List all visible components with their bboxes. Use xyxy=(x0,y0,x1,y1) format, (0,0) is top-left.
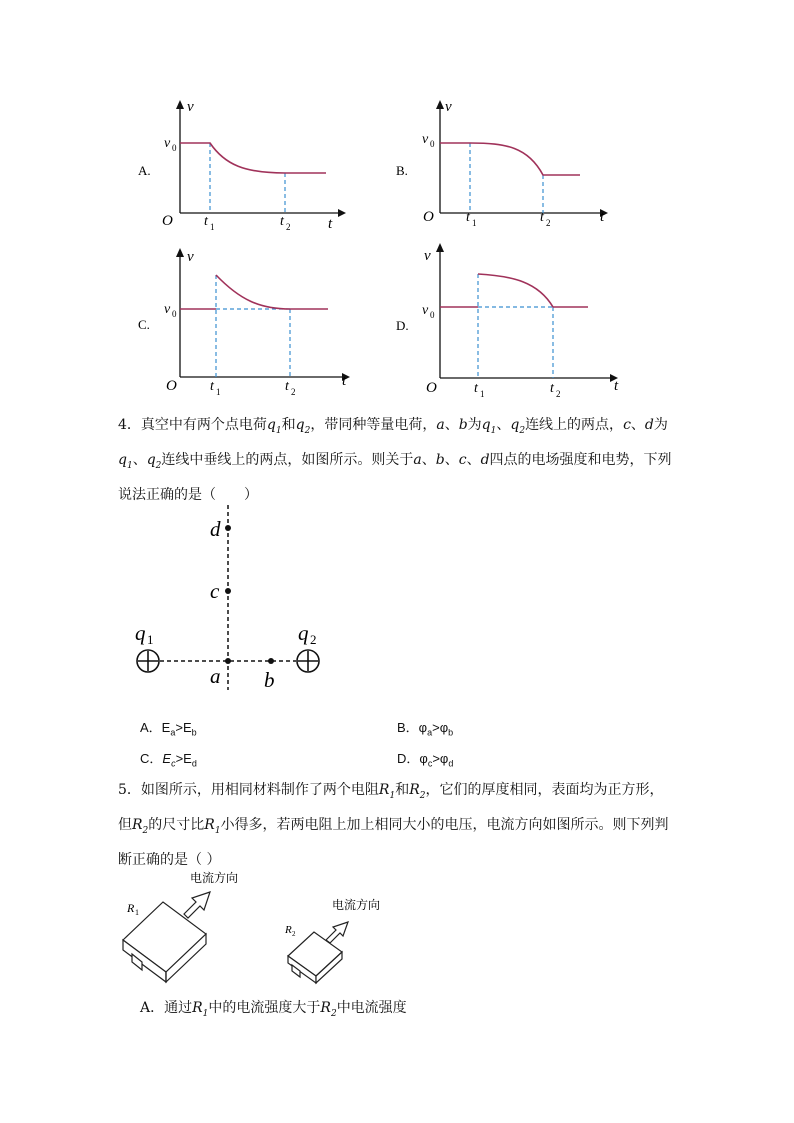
label-a: a xyxy=(210,664,221,688)
r2-sub: 2 xyxy=(292,930,296,938)
graph-a-t2-sub: 2 xyxy=(286,222,291,232)
graph-b-v0: v xyxy=(422,132,429,147)
graph-b-y-label: v xyxy=(445,99,452,115)
graph-a xyxy=(130,95,350,235)
graph-a-x-label: t xyxy=(328,216,333,232)
graph-a-t1: t xyxy=(204,214,208,229)
graph-d-v0-sub: 0 xyxy=(430,310,435,320)
current-arrow-r1 xyxy=(184,892,210,918)
graph-d xyxy=(388,240,628,405)
graph-a-origin: O xyxy=(162,213,173,229)
graph-c-label: C. xyxy=(138,317,150,332)
label-b: b xyxy=(264,668,275,692)
graph-a-svg xyxy=(130,95,350,235)
resistors-figure xyxy=(118,862,418,987)
graph-b-t2-sub: 2 xyxy=(546,218,551,228)
graph-d-label: D. xyxy=(396,318,409,333)
graph-b-x-label: t xyxy=(600,209,605,225)
graph-d-t1: t xyxy=(474,381,478,396)
graph-d-y-label: v xyxy=(424,248,431,264)
graph-c-t1: t xyxy=(210,379,214,394)
graph-a-label: A. xyxy=(138,163,151,178)
r1-sub: 1 xyxy=(135,908,139,917)
choice-4c[interactable]: C．$E_c>E_d$ xyxy=(140,751,197,769)
question-4-text xyxy=(118,411,678,510)
graph-a-t2: t xyxy=(280,214,284,229)
graph-a-y-label: v xyxy=(187,99,194,115)
charges-figure xyxy=(130,505,330,695)
graph-a-y-arrow xyxy=(176,100,184,109)
point-a xyxy=(225,658,231,664)
graph-c-origin: O xyxy=(166,378,177,394)
graph-a-x-arrow xyxy=(338,209,346,217)
label-q1-sub: 1 xyxy=(147,632,154,647)
label-c: c xyxy=(210,579,220,603)
graph-d-t2-sub: 2 xyxy=(556,389,561,399)
graph-c-svg xyxy=(130,245,360,405)
graph-b-t2: t xyxy=(540,210,544,225)
question-5-line-2: 但$R_2$的尺寸比$R_1$小得多，若两电阻上加上相同大小的电压，电流方向如图所示。则下列判 xyxy=(118,816,669,836)
graph-b-v0-sub: 0 xyxy=(430,139,435,149)
graph-b-y-arrow xyxy=(436,100,444,109)
graph-a-t1-sub: 1 xyxy=(210,222,215,232)
graph-c-y-label: v xyxy=(187,249,194,265)
graph-c-t2: t xyxy=(285,379,289,394)
point-b xyxy=(268,658,274,664)
graph-b-curve xyxy=(440,143,580,175)
graph-d-t1-sub: 1 xyxy=(480,389,485,399)
point-c xyxy=(225,588,231,594)
question-4-line-3: 说法正确的是（ ） xyxy=(118,486,258,503)
graph-b-t1: t xyxy=(466,210,470,225)
graph-c-t2-sub: 2 xyxy=(291,387,296,397)
label-q2-sub: 2 xyxy=(310,632,317,647)
r2-label: R xyxy=(285,924,292,936)
current-label-2: 电流方向 xyxy=(332,898,381,912)
graph-d-x-label: t xyxy=(614,378,619,394)
choice-5a[interactable]: A．通过$R_1$中的电流强度大于$R_2$中电流强度 xyxy=(140,1000,407,1019)
graph-c-t1-sub: 1 xyxy=(216,387,221,397)
graph-c-x-label: t xyxy=(342,373,347,389)
charges-figure-svg xyxy=(130,505,330,695)
question-5-line-3: 断正确的是（ ） xyxy=(118,851,221,868)
current-arrow-r2 xyxy=(326,922,348,943)
graph-b-t1-sub: 1 xyxy=(472,218,477,228)
question-4-line-2: $q_1$、$q_2$连线中垂线上的两点，如图所示。则关于a、b、c、d四点的电场强度和电势，下列 xyxy=(118,451,672,471)
graph-c xyxy=(130,245,360,405)
label-q2: q xyxy=(298,621,309,645)
r1-label: R xyxy=(127,901,135,915)
graph-b-label: B. xyxy=(396,163,408,178)
graph-b-svg xyxy=(388,95,618,235)
graph-c-y-arrow xyxy=(176,248,184,257)
current-label-1: 电流方向 xyxy=(190,871,239,885)
graph-d-svg xyxy=(388,240,628,405)
graph-d-t2: t xyxy=(550,381,554,396)
graph-d-y-arrow xyxy=(436,243,444,252)
graph-c-v0: v xyxy=(164,302,171,317)
graph-c-v0-sub: 0 xyxy=(172,309,177,319)
choice-4d[interactable]: D．$\varphi_c>\varphi_d$ xyxy=(397,751,454,769)
graph-b-origin: O xyxy=(423,209,434,225)
choice-4b[interactable]: B．$\varphi_a>\varphi_b$ xyxy=(397,720,454,738)
graph-d-curve xyxy=(478,274,588,307)
resistors-figure-svg xyxy=(118,862,418,987)
point-d xyxy=(225,525,231,531)
label-q1: q xyxy=(135,621,146,645)
choice-4a[interactable]: A．$E_a>E_b$ xyxy=(140,720,197,738)
graph-a-curve xyxy=(180,143,326,173)
question-4-line-1: 4．真空中有两个点电荷$q_1$和$q_2$，带同种等量电荷，a、b为$q_1$、$q_2$连线上的两点，c、d为 xyxy=(118,417,668,436)
graph-d-v0: v xyxy=(422,303,429,318)
graph-b xyxy=(388,95,618,235)
label-d: d xyxy=(210,517,221,541)
graph-c-curve xyxy=(216,275,328,309)
graph-a-v0: v xyxy=(164,136,171,151)
graph-d-origin: O xyxy=(426,380,437,396)
graph-a-v0-sub: 0 xyxy=(172,143,177,153)
question-5-line-1: 5．如图所示，用相同材料制作了两个电阻$R_1$和$R_2$，它们的厚度相同，表面均为正方形， xyxy=(118,782,664,801)
question-5-text xyxy=(118,776,678,875)
